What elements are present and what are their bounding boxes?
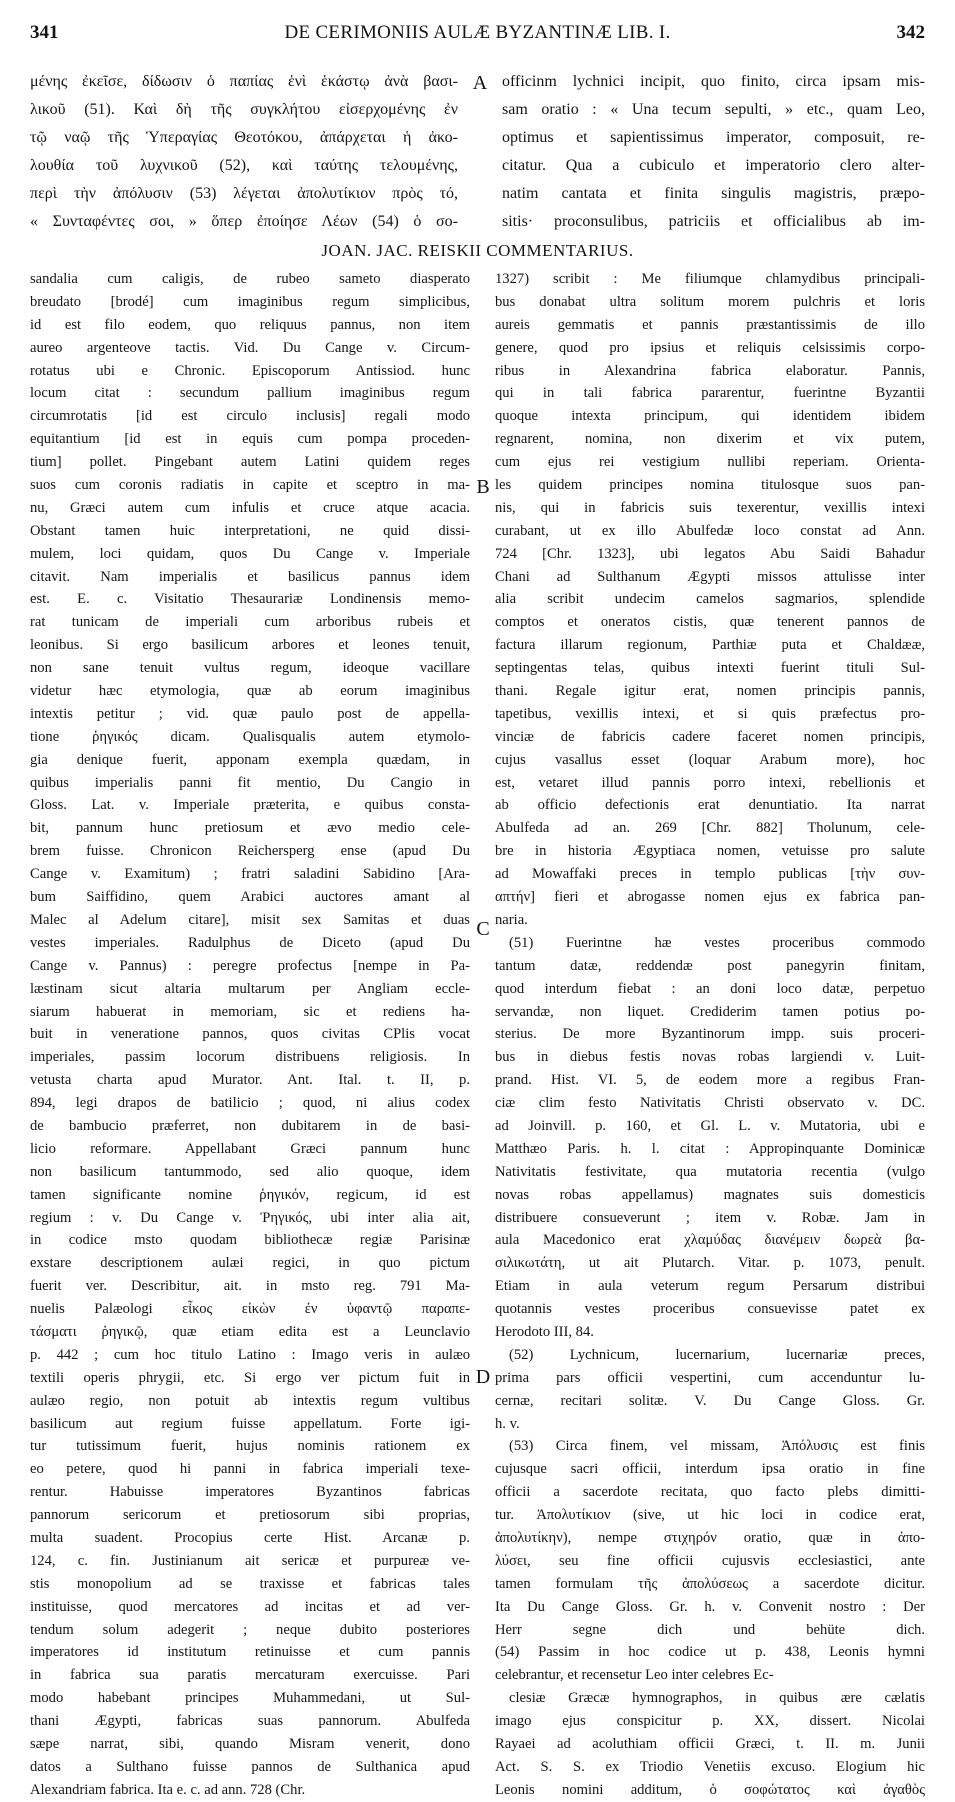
commentary-line: (54) Passim in hoc codice ut p. 438, Leonis hymni — [495, 1644, 925, 1661]
commentary-line: prima pars officii vespertini, cum accenduntur lu- — [495, 1369, 925, 1386]
running-title: DE CERIMONIIS AULÆ BYZANTINÆ LIB. I. — [284, 22, 671, 43]
commentary-right-column — [495, 268, 925, 1802]
commentary-line: est, vetaret illud pannis porro intexi, rebellionis et — [495, 774, 925, 791]
commentary-line: rat tunicam de imperiali cum arboribus rubeis et — [30, 614, 470, 631]
commentary-line: 124, c. fin. Justinianum ait sericæ et purpureæ ve- — [30, 1552, 470, 1569]
commentary-line: buit in veneratione pannos, quos civitas CPlis vocat — [30, 1026, 470, 1043]
commentary-line: factura illarum regionum, Parthiæ puta et Chaldææ, — [495, 637, 925, 654]
commentary-line: stis monopolium ad se traxisse et fabricas tales — [30, 1575, 470, 1592]
commentary-line: non basilicum tantummodo, sed alio quoque, idem — [30, 1163, 470, 1180]
commentary-line: aureis gemmatis et pannis præstantissimis de illo — [495, 316, 925, 333]
commentary-line: sandalia cum caligis, de rubeo sameto diasperato — [30, 271, 470, 287]
commentary-line: imperiales, passim locorum distribuens religiosis. In — [30, 1049, 470, 1066]
commentary-line: officii a sacerdote recitata, quo facto plebs dimitti- — [495, 1484, 925, 1501]
commentary-line: thani Ægypti, fabricas suas pannorum. Abulfeda — [30, 1713, 470, 1730]
commentary-line: prand. Hist. VI. 5, de eodem more a regibus Fran- — [495, 1072, 925, 1089]
commentary-line: servandæ, non liquet. Crediderim tamen potius po- — [495, 1003, 925, 1020]
commentary-line: est. E. c. Visitatio Thesaurariæ Londinensis memo- — [30, 591, 470, 608]
commentary-line: alia scribit undecim camelos sagmarios, splendide — [495, 591, 925, 608]
latin-line: officinm lychnici incipit, quo finito, circa ipsam mis- — [502, 73, 925, 90]
commentary-line: tamen significante nomine ῥηγικόν, regicum, id est — [30, 1186, 470, 1203]
latin-line: sam oratio : « Una tecum sepulti, » etc., quam Leo, — [502, 101, 925, 118]
commentary-line: cujus vasallus esset (loquar Arabum more), hoc — [495, 751, 925, 768]
commentary-line: imperatores id institutum retinuisse et cum pannis — [30, 1644, 470, 1661]
commentary-line: de bambucio præferret, non dubitarem in de basi- — [30, 1117, 470, 1134]
commentary-line: tamen formulam τῆς ἀπολύσεως a sacerdote dicitur. — [495, 1575, 925, 1592]
commentary-line: Cange v. Examitum) ; fratri saladini Sabidino [Ara- — [30, 866, 470, 883]
page-number-right: 342 — [896, 22, 925, 43]
commentary-line: Rayaei ad acoluthiam officii Græci, t. II. m. Junii — [495, 1736, 925, 1752]
commentary-line: ad Joinvill. p. 160, et Gl. L. v. Mutatoria, ubi e — [495, 1117, 925, 1134]
commentary-line: Matthæo Paris. h. l. citat : Appropinquante Dominicæ — [495, 1140, 925, 1157]
commentary-line: aula Macedonico erat χλαμύδας διανέμειν δωρεὰ βα- — [495, 1232, 925, 1249]
commentary-line: Abulfeda ad an. 269 [Chr. 882] Tholunum, cele- — [495, 820, 925, 837]
commentary-line: bit, pannum hunc pretiosum et ævo medio cele- — [30, 820, 470, 837]
commentary-line: τάσματι ῥηγικῷ, quæ etiam edita est a Leunclavio — [30, 1323, 470, 1340]
commentary-line: clesiæ Græcæ hymnographos, in quibus ære cælatis — [509, 1690, 925, 1707]
commentary-line: cujusque sacri officii, interdum ipsa oratio in fine — [495, 1461, 925, 1478]
commentary-line: tur tutissimum fuerit, hujus nominis rationem ex — [30, 1438, 470, 1455]
commentary-line: sterius. De more Byzantinorum impp. suis proceri- — [495, 1026, 925, 1043]
latin-text-column — [502, 68, 925, 236]
commentary-line: 1327) scribit : Me filiumque chlamydibus principali- — [495, 271, 925, 287]
commentary-line: tium] pollet. Pingebant autem Latini quidem reges — [30, 454, 470, 471]
commentary-line: ἀπολυτίκην), nempe στιχηρόν oratio, quæ in ἀπο- — [495, 1529, 925, 1546]
commentary-line: genere, quod pro ipsius et reliquis celsissimis corpo- — [495, 339, 925, 356]
margin-letter-c: C — [476, 918, 490, 940]
commentary-line: circumrotatis [id est circulo inclusis] regali modo — [30, 408, 470, 425]
commentary-line: non sane tenuit vultus regum, ideoque vacillare — [30, 660, 470, 677]
commentary-line: p. 442 ; cum hoc titulo Latino : Imago veris in aulæo — [30, 1346, 470, 1363]
commentary-line: multa suadent. Procopius certe Hist. Arcanæ p. — [30, 1529, 470, 1546]
margin-letter-a: A — [472, 72, 488, 94]
commentary-line: equitantium [id est in equis cum pompa proceden- — [30, 431, 470, 448]
commentary-line: Act. S. S. ex Triodio Venetiis excuso. Elogium hic — [495, 1758, 925, 1775]
commentary-line: regnarent, nomina, non dixerim et vix putem, — [495, 431, 925, 448]
commentary-line: eo petere, quod hi panni in fabrica imperiali texe- — [30, 1461, 470, 1478]
commentary-line: σιλικωτάτη, ut ait Plutarch. Vitar. p. 1073, penult. — [495, 1255, 925, 1272]
commentary-line: Leonis nomini additum, ὁ σοφώτατος καὶ ἀγαθὸς — [495, 1781, 925, 1798]
commentary-line: (52) Lychnicum, lucernarium, lucernariæ preces, — [509, 1346, 925, 1363]
commentary-line: thani. Regale igitur erat, nomen principis pannis, — [495, 683, 925, 700]
commentary-line: nis, qui in fabricis suis texerentur, vexillis intexi — [495, 499, 925, 516]
commentary-line: cum ejus rei vestigium nullibi reperiam. Orienta- — [495, 454, 925, 471]
commentary-line: Obstant tamen huic interpretationi, ne quid dissi- — [30, 522, 470, 539]
commentary-line: fuerit ver. Describitur, ait. in msto reg. 791 Ma- — [30, 1278, 470, 1295]
commentary-line: Etiam in aula veterum regum Persarum distribui — [495, 1278, 925, 1295]
commentary-line: brem fuisse. Chronicon Reichersperg ense (apud Du — [30, 843, 470, 860]
book-page — [30, 0, 925, 1798]
parallel-text — [30, 68, 925, 238]
commentary-line: tantum datæ, reddendæ post panegyrin finitam, — [495, 957, 925, 974]
greek-line: « Συνταφέντες σοι, » ὅπερ ἐποίησε Λέων (54) ὁ σο- — [30, 213, 458, 230]
commentary-line: tendum solum adegerit ; neque dubito posteriores — [30, 1621, 470, 1638]
latin-line: citatur. Qua a cubiculo et imperatorio clero alter- — [502, 157, 925, 174]
commentary-line: h. v. — [495, 1415, 520, 1432]
commentary-line: Malec al Adelum citare], misit sex Samitas et duas — [30, 911, 470, 928]
greek-text-column — [30, 68, 458, 236]
commentary-line: mulem, loci quidam, quos Du Cange v. Imperiale — [30, 545, 470, 562]
commentary-line: Alexandriam fabrica. Ita e. c. ad ann. 728 (Chr. — [30, 1781, 306, 1798]
commentary-line: 724 [Chr. 1323], ubi legatos Abu Saidi Bahadur — [495, 545, 925, 562]
commentary-line: cernæ, recitari solitæ. V. Du Cange Gloss. Gr. — [495, 1392, 925, 1409]
latin-line: natim cantata et finita singulis magistris, præpo- — [502, 185, 925, 202]
commentary-line: vinciæ de fabricis cadere faceret nomen principis, — [495, 728, 925, 745]
latin-line: optimus et sapientissimus imperator, composuit, re- — [502, 129, 925, 146]
margin-letter-d: D — [475, 1366, 491, 1388]
greek-line: λικοῦ (51). Καὶ δὴ τῆς συγκλήτου εἰσερχομένης ἐν — [30, 101, 458, 118]
commentary-line: nu, Græci autem cum infulis et cruce atque acacia. — [30, 499, 470, 516]
running-head — [30, 18, 925, 48]
commentary-line: bus donabat ultra solitum morem pulchris et loris — [495, 293, 925, 310]
commentary-line: siarum habuerat in memoriam, sic et rediens ha- — [30, 1003, 470, 1020]
commentary-line: nuelis Palæologi εἶκος εἰκὼν ἐν ὑφαντῷ παραπε- — [30, 1301, 470, 1318]
commentary-line: Gloss. Lat. v. Imperiale præterita, e quibus consta- — [30, 797, 470, 814]
commentary-line: vetusta charta apud Murator. Ant. Ital. t. II, p. — [30, 1072, 470, 1089]
commentary-line: Herr segne dich und behüte dich. — [495, 1621, 925, 1638]
commentary-line: id est filo eodem, quo reliquus pannus, non item — [30, 316, 470, 333]
commentary-line: quod interdum fiebat : an doni loco datæ, perpetuo — [495, 980, 925, 997]
commentary-line: bre in historia Ægyptiaca nomen, vetuisse pro salute — [495, 843, 925, 860]
commentary-line: λύσει, seu fine officii cujusvis ecclesiastici, ante — [495, 1552, 925, 1569]
commentary-line: intextis petitur ; vid. quæ paulo post de appella- — [30, 705, 470, 722]
commentary-line: breudato [brodé] cum imaginibus regum simplicibus, — [30, 293, 470, 310]
commentary-line: basilicum aut regium fuisse appellatum. Forte igi- — [30, 1415, 470, 1432]
commentary-line: tapetibus, vexillis intexi, et si quis præfectus pro- — [495, 705, 925, 722]
commentary-line: qui in tali fabrica pararentur, fuerintne Byzantii — [495, 385, 925, 402]
commentary-line: (51) Fuerintne hæ vestes proceribus commodo — [509, 934, 925, 951]
commentary-line: vestes imperiales. Radulphus de Diceto (apud Du — [30, 934, 470, 951]
commentary-line: citavit. Nam imperialis et basilicus pannus idem — [30, 568, 470, 585]
commentary-line: Herodoto III, 84. — [495, 1323, 594, 1340]
commentary-line: rentur. Habuisse imperatores Byzantinos fabricas — [30, 1484, 470, 1501]
commentary-line: ab officio defectionis erat denuntiatio. Ita narrat — [495, 797, 925, 814]
commentary-title: JOAN. JAC. REISKII COMMENTARIUS. — [321, 241, 634, 260]
commentary-line: comptos et oneratos cistis, quæ tenerent pannos de — [495, 614, 925, 631]
commentary-line: 894, legi drapos de batilicio ; quod, ni alius codex — [30, 1095, 470, 1112]
commentary-line: locum citat : secundum pallium imaginibus regum — [30, 385, 470, 402]
greek-line: περὶ τὴν ἀπόλυσιν (53) λέγεται ἀπολυτίκιον πρὸς τό, — [30, 185, 458, 202]
commentary-line: novas robas appellamus) magnates suis domesticis — [495, 1186, 925, 1203]
commentary-line: sæpe narrat, sibi, quando Misram venerit, dono — [30, 1736, 470, 1752]
commentary-line: in codice msto quodam bibliothecæ regiæ Parisinæ — [30, 1232, 470, 1249]
commentary-line: ad Mowaffaki preces in templo publicas [τὴν συν- — [495, 866, 925, 883]
commentary-line: celebrantur, et recensetur Leo inter celebres Ec- — [495, 1667, 774, 1684]
commentary-line: tione ῥηγικός dicam. Qualisqualis autem etymolo- — [30, 728, 470, 745]
commentary-line: Ita Du Cange Gloss. Gr. h. v. Convenit nostro : Der — [495, 1598, 925, 1615]
commentary-line: rotatus ubi e Chronic. Episcoporum Antissiod. hunc — [30, 362, 470, 379]
commentary-line: videtur hæc etymologia, quæ ab eorum imaginibus — [30, 683, 470, 700]
commentary-line: Chani ad Sulthanum Ægypti missos attulisse inter — [495, 568, 925, 585]
margin-letter-b: B — [476, 476, 490, 498]
commentary-line: ciæ clim festo Nativitatis Christi observato v. DC. — [495, 1095, 925, 1112]
commentary-line: instituisse, quod mercatores ad incitas et ad ver- — [30, 1598, 470, 1615]
commentary-line: naria. — [495, 911, 528, 928]
commentary-line: tur. Ἀπολυτίκιον (sive, ut hic loci in codice erat, — [495, 1507, 925, 1524]
commentary-line: pannorum sericorum et pretiosorum sibi proprias, — [30, 1507, 470, 1524]
commentary-line: imago ejus conspicitur p. XX, dissert. Nicolai — [495, 1713, 925, 1730]
greek-line: τῷ ναῷ τῆς Ὑπεραγίας Θεοτόκου, ἀπάρχεται ἡ ἀκο- — [30, 129, 458, 146]
greek-line: μένης ἐκεῖσε, δίδωσιν ὁ παπίας ἑνὶ ἑκάστῳ ἀνὰ βασι- — [30, 73, 458, 90]
commentary-line: bum Saiffidino, quem Arabici auctores amant al — [30, 889, 470, 906]
commentary-line: textili operis phrygii, etc. Si ergo ver pictum fuit in — [30, 1369, 470, 1386]
commentary-line: Nativitatis festivitate, qua mutatoria recentia (vulgo — [495, 1163, 925, 1180]
commentary-line: distribuere consueverunt ; item v. Robæ. Jam in — [495, 1209, 925, 1226]
commentary-line: læstinam sicut altaria multarum per Angliam eccle- — [30, 980, 470, 997]
commentary-line: aulæo regio, non potuit ab intextis regum vultibus — [30, 1392, 470, 1409]
commentary-line: curabant, ut ex illo Abulfedæ loco constat ad Ann. — [495, 522, 925, 539]
commentary-line: exstare descriptionem aulæi regici, in quo pictum — [30, 1255, 470, 1272]
commentary-line: απτήν] fieri et abrogasse nomen ejus ex fabrica pan- — [495, 889, 925, 906]
commentary-line: licio reformare. Appellabant Græci pannum hunc — [30, 1140, 470, 1157]
commentary-line: septingentas telas, quibus intexti fuerint tituli Sul- — [495, 660, 925, 677]
commentary-line: datos a Sulthano fuisse pannos de Sulthanica apud — [30, 1758, 470, 1775]
commentary-line: in fabrica sua paratis mercaturam exercuisse. Pari — [30, 1667, 470, 1684]
commentary-line: suos cum coronis radiatis in capite et sceptro in ma- — [30, 477, 470, 494]
commentary-line: Cange v. Pannus) : peregre profectus [nempe in Pa- — [30, 957, 470, 974]
commentary-line: aureo argenteove tactis. Vid. Du Cange v. Circum- — [30, 339, 470, 356]
commentary-line: quibus imperialis panni fit mentio, Du Cangio in — [30, 774, 470, 791]
commentary-line: ribus in Alexandrina fabrica elaboratur. Pannis, — [495, 362, 925, 379]
commentary-line: quoque intexta principum, qui identidem ibidem — [495, 408, 925, 425]
page-number-left: 341 — [30, 22, 59, 43]
commentary-line: leonibus. Si ergo basilicum arbores et leones tenuit, — [30, 637, 470, 654]
commentary-line: modo habebant principes Muhammedani, ut Sul- — [30, 1690, 470, 1707]
commentary-line: regium : v. Du Cange v. Ῥηγικός, ubi inter alia ait, — [30, 1209, 470, 1226]
greek-line: λουθία τοῦ λυχνικοῦ (52), καὶ ταύτης τελουμένης, — [30, 157, 458, 174]
commentary-left-column — [30, 268, 470, 1802]
commentary-line: bus in diebus festis novas robas largiendi v. Luit- — [495, 1049, 925, 1066]
commentary-line: (53) Circa finem, vel missam, Ἀπόλυσις est finis — [509, 1438, 925, 1455]
commentary-line: les quidem principes nomina titulosque suos pan- — [495, 477, 925, 494]
latin-line: sitis· proconsulibus, patriciis et officialibus ab im- — [502, 213, 925, 230]
commentary-line: gia denique fuerit, apponam exempla quædam, in — [30, 751, 470, 768]
commentary — [30, 268, 925, 1798]
commentary-line: quotannis vestes proceribus consuevisse patet ex — [495, 1301, 925, 1318]
